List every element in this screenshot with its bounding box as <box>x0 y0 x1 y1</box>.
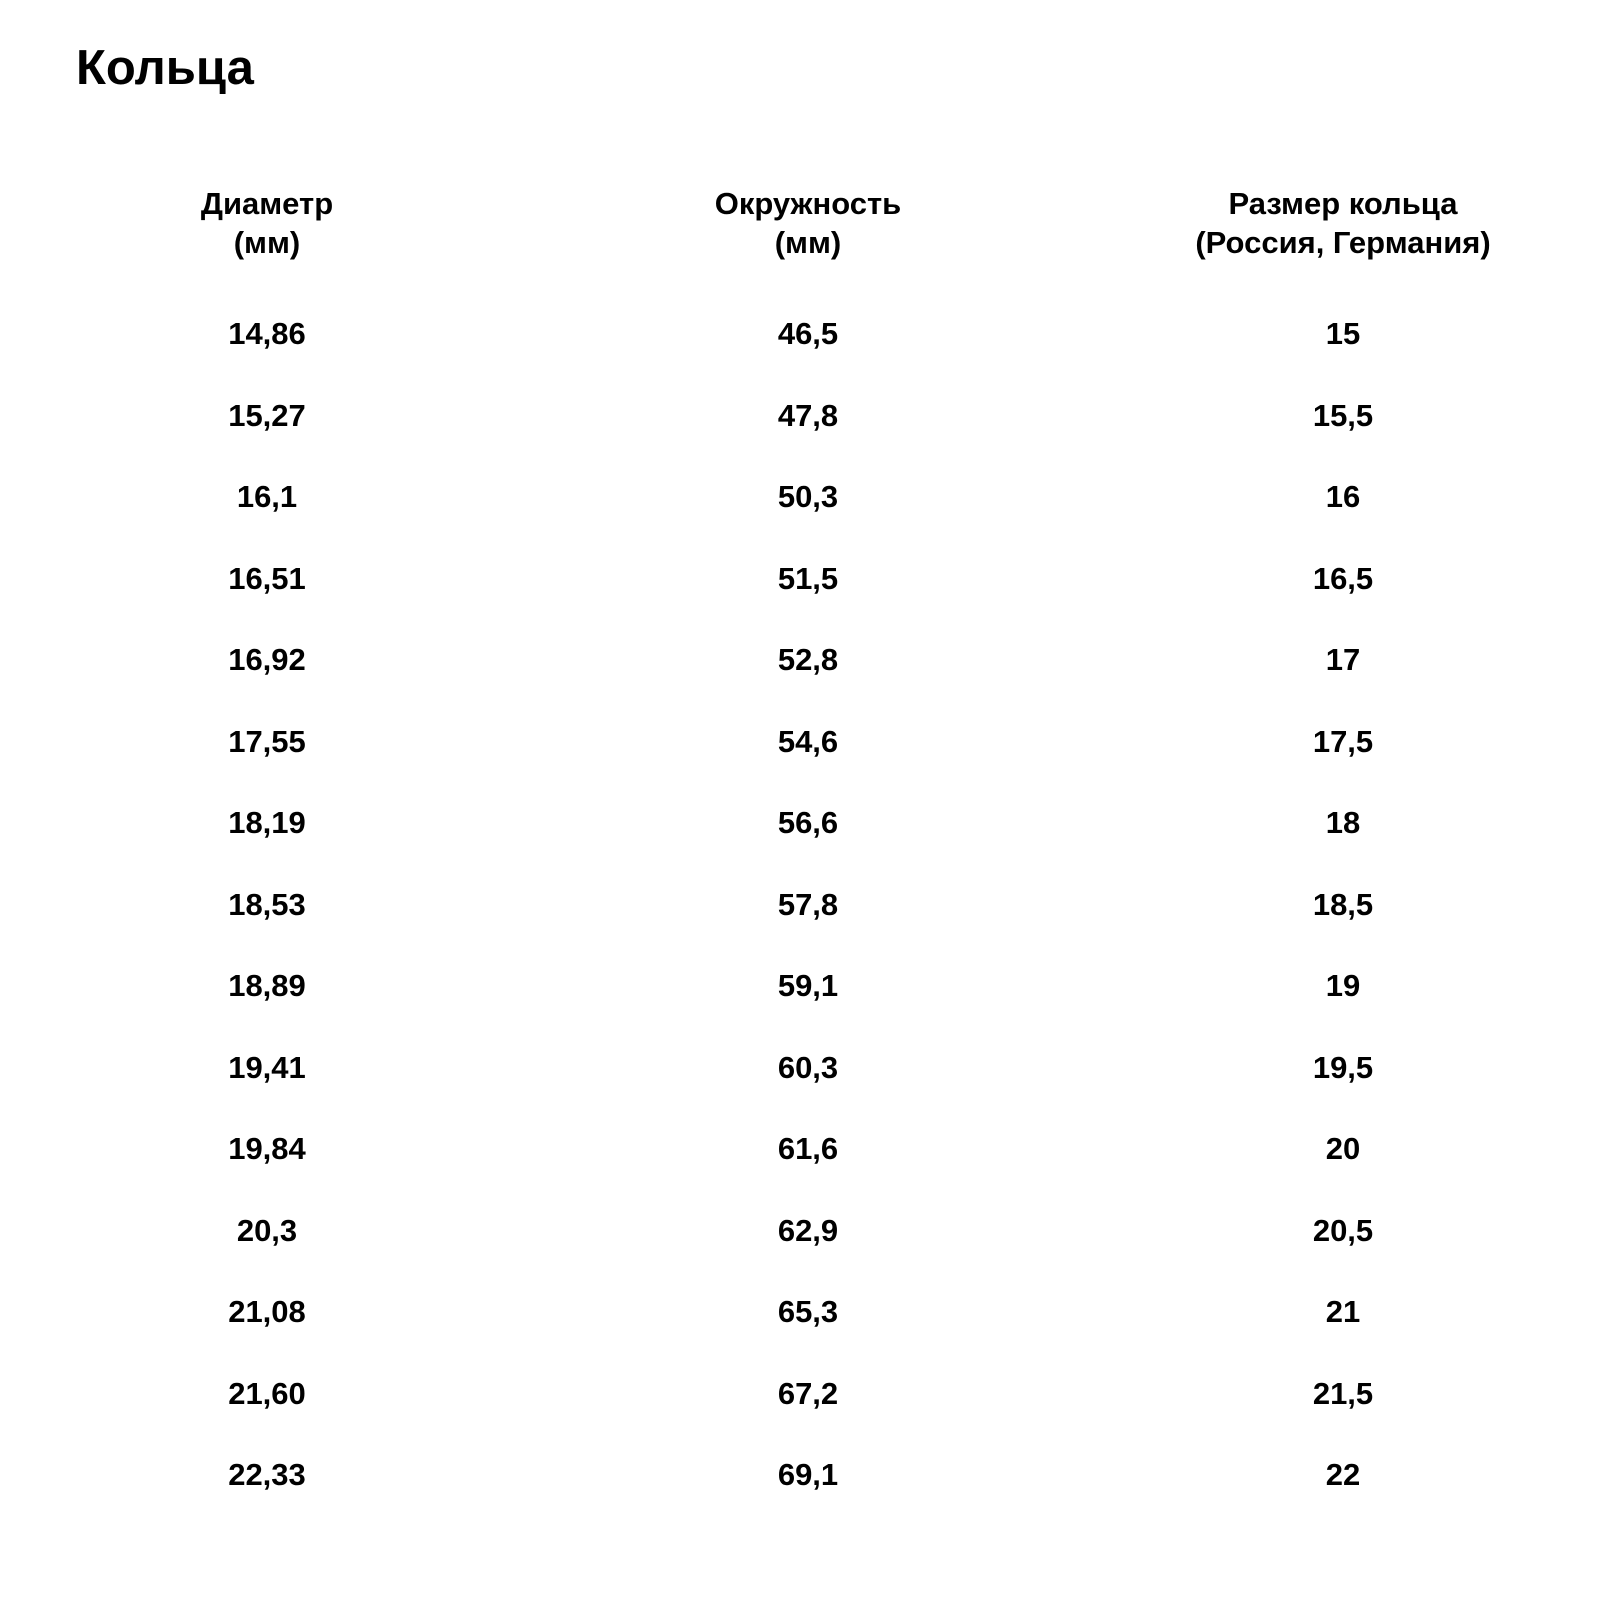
ring-size-cell: 15 <box>1325 316 1361 351</box>
diameter-cell: 16,1 <box>236 479 298 514</box>
ring-size-cell: 22 <box>1325 1457 1361 1492</box>
table-row <box>0 640 1600 680</box>
ring-size-cell: 20,5 <box>1312 1213 1374 1248</box>
circumference-cell: 62,9 <box>777 1213 839 1248</box>
diameter-cell: 16,92 <box>228 642 306 677</box>
circumference-cell: 54,6 <box>777 724 839 759</box>
ring-size-cell: 16,5 <box>1312 561 1374 596</box>
table-row <box>0 314 1600 354</box>
circumference-cell: 46,5 <box>777 316 839 351</box>
column-header-ring-size-label: Размер кольца <box>1228 186 1458 221</box>
circumference-cell: 52,8 <box>777 642 839 677</box>
table-row <box>0 1455 1600 1495</box>
column-header-circumference-unit: (мм) <box>774 225 842 260</box>
table-row <box>0 803 1600 843</box>
ring-size-cell: 21,5 <box>1312 1376 1374 1411</box>
ring-size-cell: 18,5 <box>1312 887 1374 922</box>
circumference-cell: 57,8 <box>777 887 839 922</box>
column-header-ring-size-region: (Россия, Германия) <box>1195 225 1491 260</box>
circumference-cell: 65,3 <box>777 1294 839 1329</box>
circumference-cell: 51,5 <box>777 561 839 596</box>
diameter-cell: 19,84 <box>228 1131 306 1166</box>
ring-size-cell: 17 <box>1325 642 1361 677</box>
table-row <box>0 396 1600 436</box>
diameter-cell: 17,55 <box>228 724 306 759</box>
ring-size-cell: 16 <box>1325 479 1361 514</box>
diameter-cell: 15,27 <box>228 398 306 433</box>
diameter-cell: 20,3 <box>236 1213 298 1248</box>
table-row <box>0 885 1600 925</box>
circumference-cell: 59,1 <box>777 968 839 1003</box>
table-row <box>0 722 1600 762</box>
circumference-cell: 67,2 <box>777 1376 839 1411</box>
circumference-cell: 69,1 <box>777 1457 839 1492</box>
table-row <box>0 966 1600 1006</box>
table-row <box>0 1048 1600 1088</box>
diameter-cell: 21,08 <box>228 1294 306 1329</box>
diameter-cell: 19,41 <box>228 1050 306 1085</box>
diameter-cell: 21,60 <box>228 1376 306 1411</box>
diameter-cell: 18,53 <box>228 887 306 922</box>
table-row <box>0 1211 1600 1251</box>
ring-size-cell: 21 <box>1325 1294 1361 1329</box>
column-header-ring-size <box>1133 184 1553 262</box>
table-row <box>0 1374 1600 1414</box>
diameter-cell: 18,89 <box>228 968 306 1003</box>
ring-size-cell: 17,5 <box>1312 724 1374 759</box>
ring-size-cell: 15,5 <box>1312 398 1374 433</box>
ring-size-cell: 20 <box>1325 1131 1361 1166</box>
circumference-cell: 50,3 <box>777 479 839 514</box>
table-row <box>0 1129 1600 1169</box>
column-header-diameter-unit: (мм) <box>233 225 301 260</box>
page-title: Кольца <box>76 41 254 95</box>
column-header-circumference <box>598 184 1018 262</box>
column-header-diameter-label: Диаметр <box>200 186 334 221</box>
column-header-circumference-label: Окружность <box>714 186 902 221</box>
circumference-cell: 60,3 <box>777 1050 839 1085</box>
ring-size-cell: 19 <box>1325 968 1361 1003</box>
table-row <box>0 559 1600 599</box>
circumference-cell: 56,6 <box>777 805 839 840</box>
diameter-cell: 16,51 <box>228 561 306 596</box>
diameter-cell: 18,19 <box>228 805 306 840</box>
table-row <box>0 1292 1600 1332</box>
column-header-diameter <box>57 184 477 262</box>
circumference-cell: 47,8 <box>777 398 839 433</box>
ring-size-cell: 18 <box>1325 805 1361 840</box>
ring-size-cell: 19,5 <box>1312 1050 1374 1085</box>
diameter-cell: 22,33 <box>228 1457 306 1492</box>
circumference-cell: 61,6 <box>777 1131 839 1166</box>
diameter-cell: 14,86 <box>228 316 306 351</box>
table-row <box>0 477 1600 517</box>
